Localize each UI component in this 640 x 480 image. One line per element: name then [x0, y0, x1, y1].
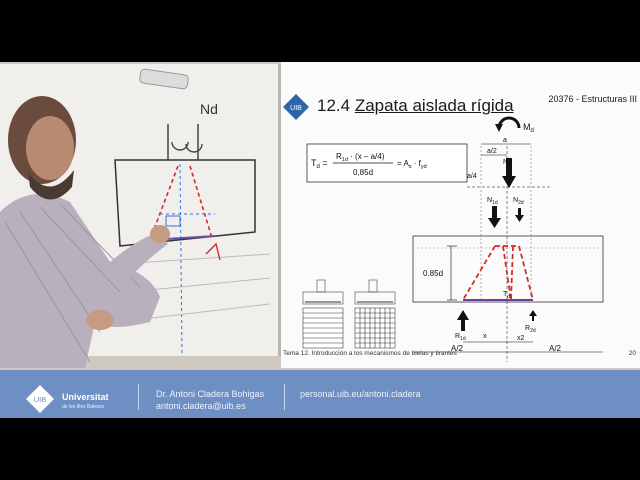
svg-text:R1d: $R_{1d}$ [455, 333, 466, 342]
footing-sketch-right [355, 280, 395, 348]
svg-text:Md: $M_d$ [523, 122, 534, 134]
presenter [0, 62, 200, 368]
university-name: Universitat [62, 392, 109, 402]
svg-text:a/2: a/2 [487, 148, 497, 155]
svg-text:R1d · (x – a/4): $R_{1d} \cdot (x - a/4)$ [336, 152, 385, 163]
slide-page-number: 20 [628, 350, 636, 357]
svg-text:N1d: $N_{1d}$ [487, 197, 498, 206]
svg-text:x: x [483, 333, 487, 340]
formula-box [307, 144, 467, 182]
svg-text:A/2: A/2 [451, 344, 464, 353]
university-subname: de les Illes Balears [62, 404, 104, 410]
separator [284, 384, 285, 410]
separator [138, 384, 139, 410]
slide-content [281, 62, 640, 368]
svg-text:N2d: $N_{2d}$ [513, 197, 524, 206]
video-frame [0, 62, 640, 418]
svg-text:a/4: a/4 [467, 173, 477, 180]
svg-text:0,85d: 0,85d [353, 168, 374, 177]
svg-text:Nd: $N_d$ [503, 159, 511, 168]
svg-text:R2d: $R_{2d}$ [525, 325, 536, 334]
dimension-085d [423, 246, 457, 300]
whiteboard-nd-label: Nd [200, 101, 218, 117]
svg-text:= As · fyd: = $A_s \cdot f_{yd}$ [397, 159, 427, 170]
reaction-r2d [525, 310, 537, 334]
presenter-website[interactable]: personal.uib.eu/antoni.cladera [300, 389, 421, 399]
presenter-email[interactable]: antoni.cladera@uib.es [156, 401, 246, 411]
slide-title: 12.4 Zapata aislada rígida [317, 96, 514, 115]
svg-text:UIB: UIB [290, 105, 302, 112]
reaction-r1d [455, 310, 469, 342]
svg-text:Td =: $T_d$ = [311, 158, 328, 170]
svg-text:Td: $T_d$ [503, 291, 511, 300]
strut-tie-model [463, 246, 533, 300]
footing-sketch-left [303, 280, 343, 348]
svg-text:a: a [503, 137, 507, 144]
arrow-n1d [487, 197, 501, 228]
arrow-n2d [513, 197, 524, 222]
moment-md [495, 118, 534, 134]
svg-text:UIB: UIB [33, 395, 47, 405]
uib-lowerbar-logo-icon [26, 385, 54, 413]
slide-footer: Tema 12. Introducción a los mecanismos de bielas y tirantes [283, 350, 457, 357]
course-code: 20376 - Estructuras III [548, 94, 637, 104]
svg-text:A/2: A/2 [549, 344, 562, 353]
svg-text:0.85d: 0.85d [423, 269, 444, 278]
svg-text:x2: x2 [517, 335, 525, 342]
arrow-nd [502, 158, 516, 188]
presentation-slide [281, 62, 640, 368]
presenter-name: Dr. Antoni Cladera Bohigas [156, 389, 265, 399]
